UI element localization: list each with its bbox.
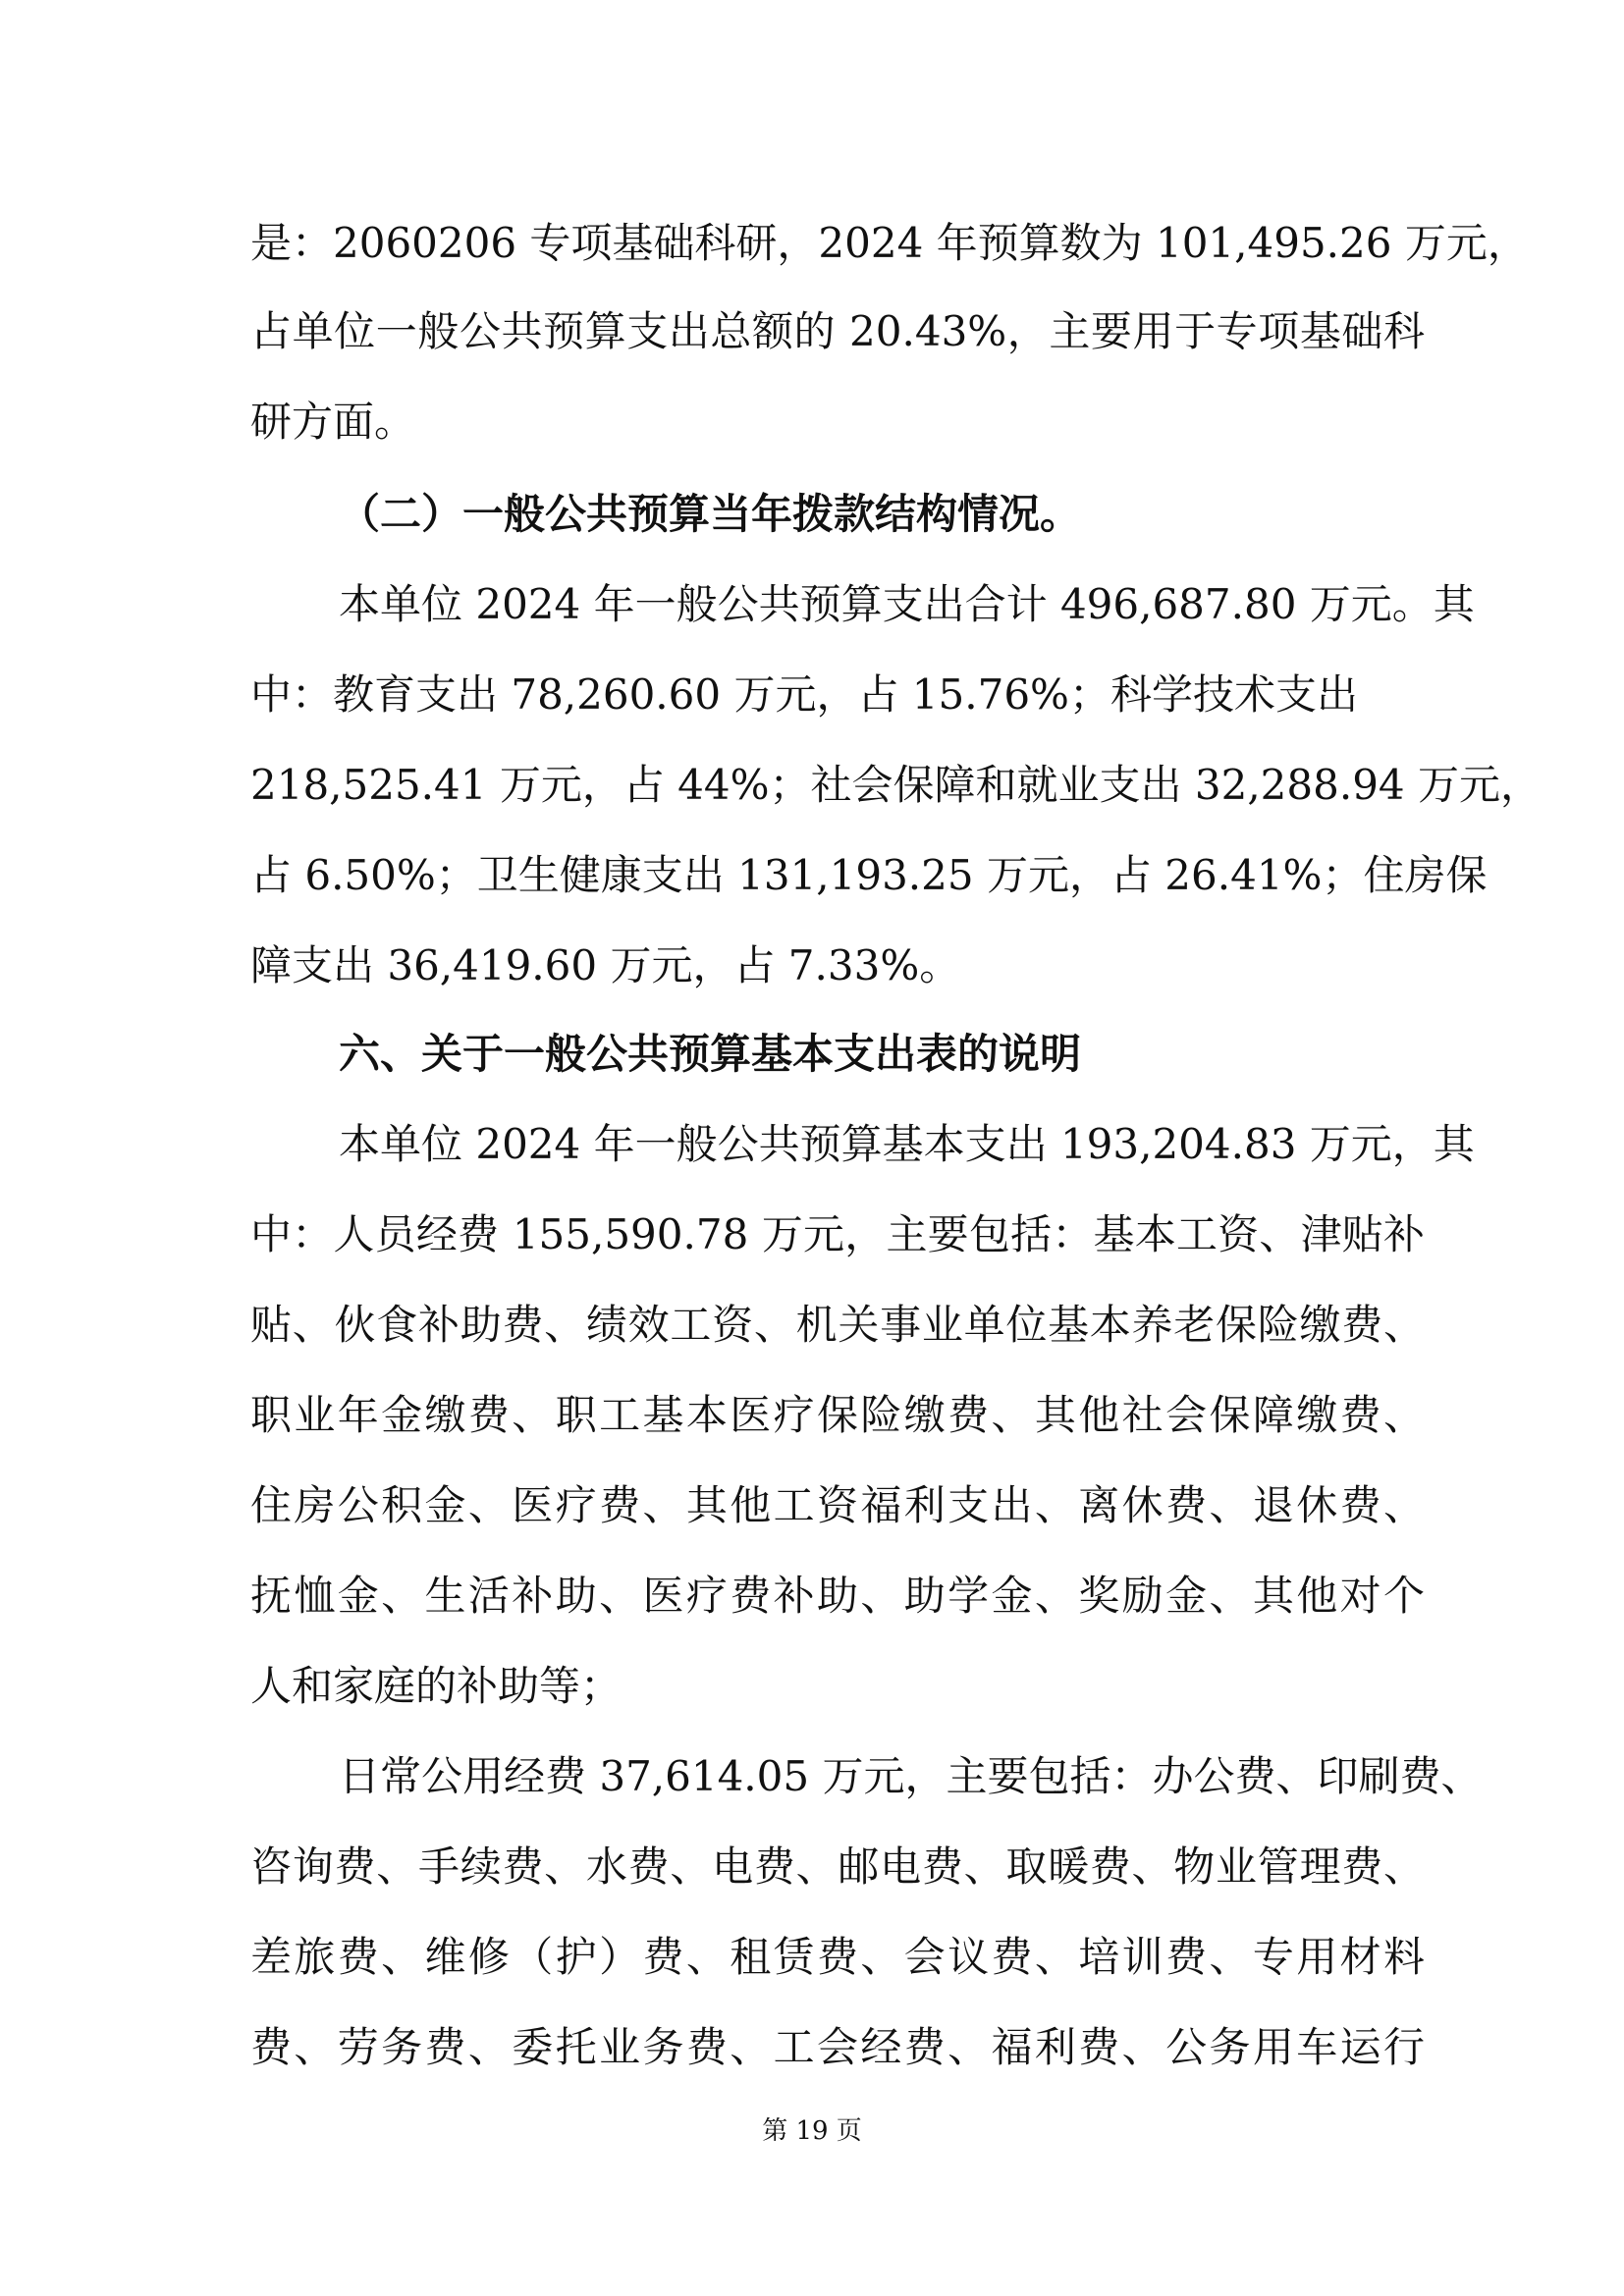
body-text: 住房公积金、医疗费、其他工资福利支出、离休费、退休费、: [250, 1481, 1425, 1529]
body-text: 占单位一般公共预算支出总额的 20.43%，主要用于专项基础科: [250, 307, 1425, 355]
body-text: 咨询费、手续费、水费、电费、邮电费、取暖费、物业管理费、: [250, 1842, 1425, 1891]
body-text: 日常公用经费 37,614.05 万元，主要包括：办公费、印刷费、: [339, 1752, 1483, 1800]
heading-text: 六、关于一般公共预算基本支出表的说明: [339, 1030, 1082, 1078]
heading-text: （二）一般公共预算当年拨款结构情况。: [339, 490, 1082, 538]
body-text: 费、劳务费、委托业务费、工会经费、福利费、公务用车运行: [250, 2023, 1425, 2071]
body-text: 本单位 2024 年一般公共预算支出合计 496,687.80 万元。其: [339, 580, 1475, 628]
body-text: 抚恤金、生活补助、医疗费补助、助学金、奖励金、其他对个: [250, 1572, 1425, 1620]
body-text: 职业年金缴费、职工基本医疗保险缴费、其他社会保障缴费、: [250, 1391, 1425, 1439]
body-text: 中：教育支出 78,260.60 万元，占 15.76%；科学技术支出: [250, 670, 1358, 719]
body-text: 研方面。: [250, 398, 416, 446]
body-text: 人和家庭的补助等；: [250, 1662, 623, 1710]
body-text: 差旅费、维修（护）费、租赁费、会议费、培训费、专用材料: [250, 1933, 1425, 1981]
body-text: 中：人员经费 155,590.78 万元，主要包括：基本工资、津贴补: [250, 1210, 1425, 1258]
page-number: 第 19 页: [762, 2116, 862, 2146]
body-text: 218,525.41 万元，占 44%；社会保障和就业支出 32,288.94 万元，: [250, 761, 1542, 809]
body-text: 障支出 36,419.60 万元，占 7.33%。: [250, 941, 961, 989]
body-text: 贴、伙食补助费、绩效工资、机关事业单位基本养老保险缴费、: [250, 1301, 1425, 1349]
body-text: 占 6.50%；卫生健康支出 131,193.25 万元，占 26.41%；住房保: [250, 851, 1488, 899]
body-text: 本单位 2024 年一般公共预算基本支出 193,204.83 万元，其: [339, 1120, 1475, 1168]
body-text: 是：2060206 专项基础科研，2024 年预算数为 101,495.26 万元，: [250, 219, 1529, 267]
